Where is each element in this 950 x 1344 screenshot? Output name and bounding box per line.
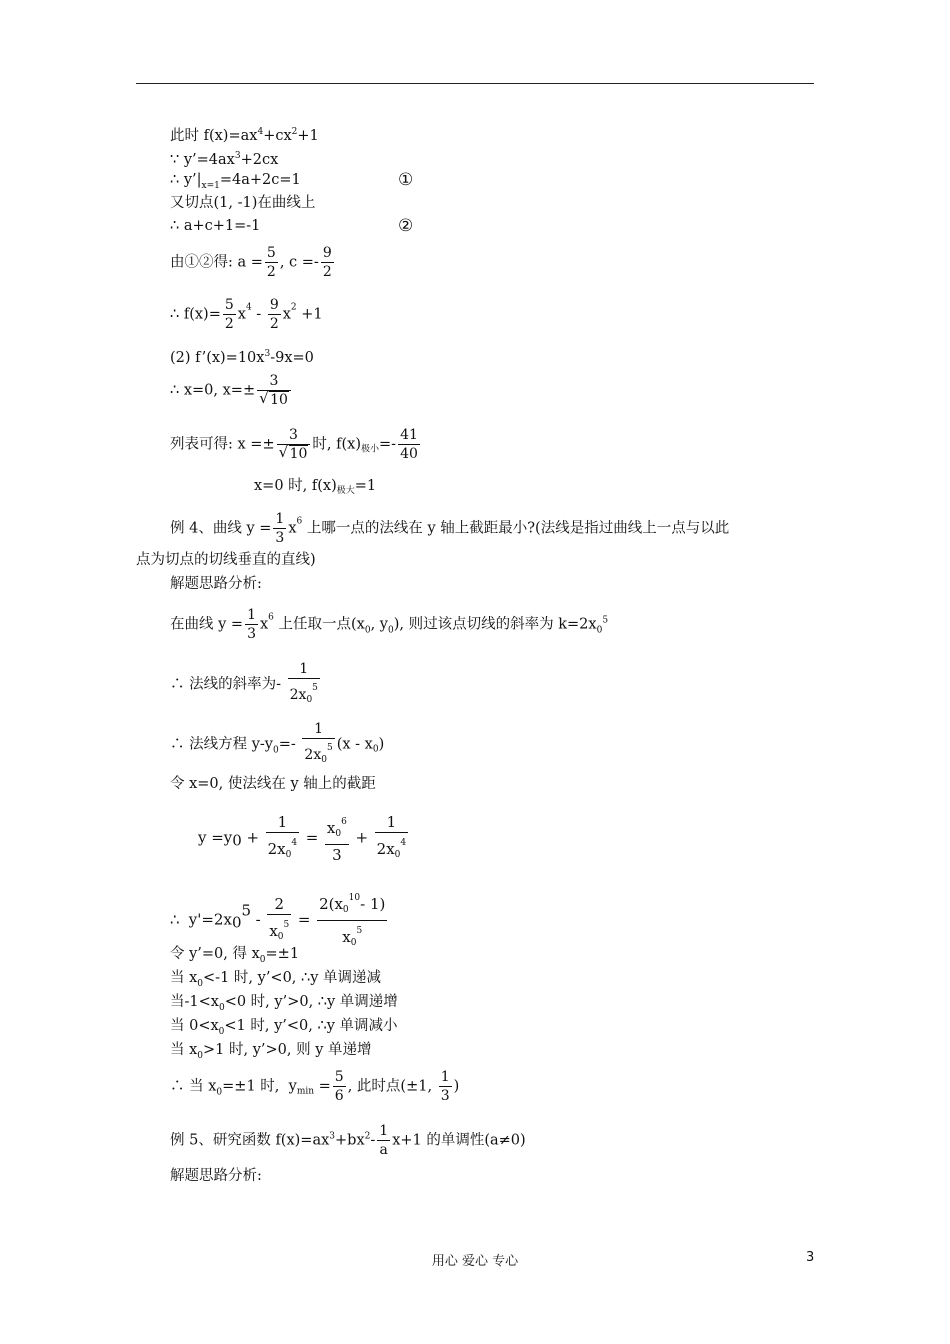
example-4-heading: 例 4、曲线 y = $\frac{1}{3}$ $x^6$ 上哪一点的法线在 y 轴上截距最小?(法线是指过曲线上一点与以此: [170, 511, 730, 546]
equation-marker-1: ①: [398, 170, 414, 190]
page-footer: 用心 爱心 专心: [431, 1254, 519, 1269]
analysis-label-1: 解题思路分析:: [170, 576, 262, 592]
example-4-heading-cont: 点为切点的切线垂直的直线): [136, 552, 316, 568]
line-solve-a-c: 由①②得: a = $\frac{5}{2}$ , c =- $\frac{9}{2}$: [170, 245, 332, 280]
line-local-max: x=0 时, $f(x)_{极大}=1$: [254, 478, 377, 496]
line-normal-equation: ∴ 法线方程 $y-y_0=-$ $\frac{1}{2x_0^5}$ $(x - x_0)$: [170, 721, 385, 765]
line-table-result: 列表可得: x =± 3 √ 10 时, $f(x)_{极小}=-$ $\frac{41}{40}$: [170, 427, 418, 462]
line-minimum-result: ∴ 当 $x_0=\pm 1$ 时, $y_{min}$ = $\frac{5}{6}$ , 此时点(±1, $\frac{1}{3}$ ): [170, 1069, 460, 1104]
line-derivative: ∵ $y’=4ax^3+2cx$: [170, 151, 279, 168]
line-case-3: 当 $0<x_0<1$ 时, y’<0, ∴y 单调减小: [170, 1018, 398, 1037]
line-part-2: (2) $f’(x)=10x^3-9x=0$: [170, 349, 314, 366]
line-tangent-point: 又切点(1, -1)在曲线上: [170, 195, 316, 211]
equation-marker-2: ②: [398, 216, 414, 236]
line-f-definition: 此时 $f(x)=ax^4+cx^2+1$: [170, 127, 319, 144]
line-set-x-zero: 令 x=0, 使法线在 y 轴上的截距: [170, 776, 376, 792]
line-set-derivative-zero: 令 y’=0, 得 $x_0=\pm 1$: [170, 946, 300, 965]
line-case-1: 当 $x_0<-1$ 时, y’<0, ∴y 单调递减: [170, 970, 382, 989]
header-rule: [136, 83, 814, 84]
example-5-heading: 例 5、研究函数 $f(x)=ax^3+bx^2-$ $\frac{1}{a}$ x+1 的单调性(a≠0): [170, 1123, 526, 1158]
page-number: 3: [806, 1250, 815, 1265]
line-case-4: 当 $x_0>1$ 时, y’>0, 则 y 单递增: [170, 1042, 372, 1061]
line-point-condition: ∴ a+c+1=-1: [170, 218, 261, 234]
line-intercept-derivative: ∴ y'=2x05 - $\frac{2}{x_0^5}$ = $\frac{2(x_0^{10}- 1)}{x_0^5}$: [170, 888, 389, 953]
line-arbitrary-point: 在曲线 y = $\frac{1}{3}$ $x^6$ 上任取一点($x_0$, $y_0$), 则过该点切线的斜率为 $k=2x_0^5$: [170, 607, 609, 642]
line-derivative-at-1: ∴ $y’|_{x=1}=4a+2c=1$: [170, 172, 301, 191]
line-f-result: ∴ f(x)= $\frac{5}{2}$ $x^4$ - $\frac{9}{2}$ $x^2 +1$: [170, 297, 323, 332]
line-normal-slope: ∴ 法线的斜率为- $\frac{1}{2x_0^5}$: [170, 661, 318, 705]
analysis-label-2: 解题思路分析:: [170, 1168, 262, 1184]
line-case-2: 当$-1<x_0<0$ 时, y’>0, ∴y 单调递增: [170, 994, 398, 1013]
line-intercept-formula: y =y0 + $\frac{1}{2x_0^4}$ = $\frac{x_0^6}{3}$ + $\frac{1}{2x_0^4}$: [198, 813, 407, 864]
line-critical-points: ∴ x=0, x=± 3 √ 10: [170, 372, 293, 409]
